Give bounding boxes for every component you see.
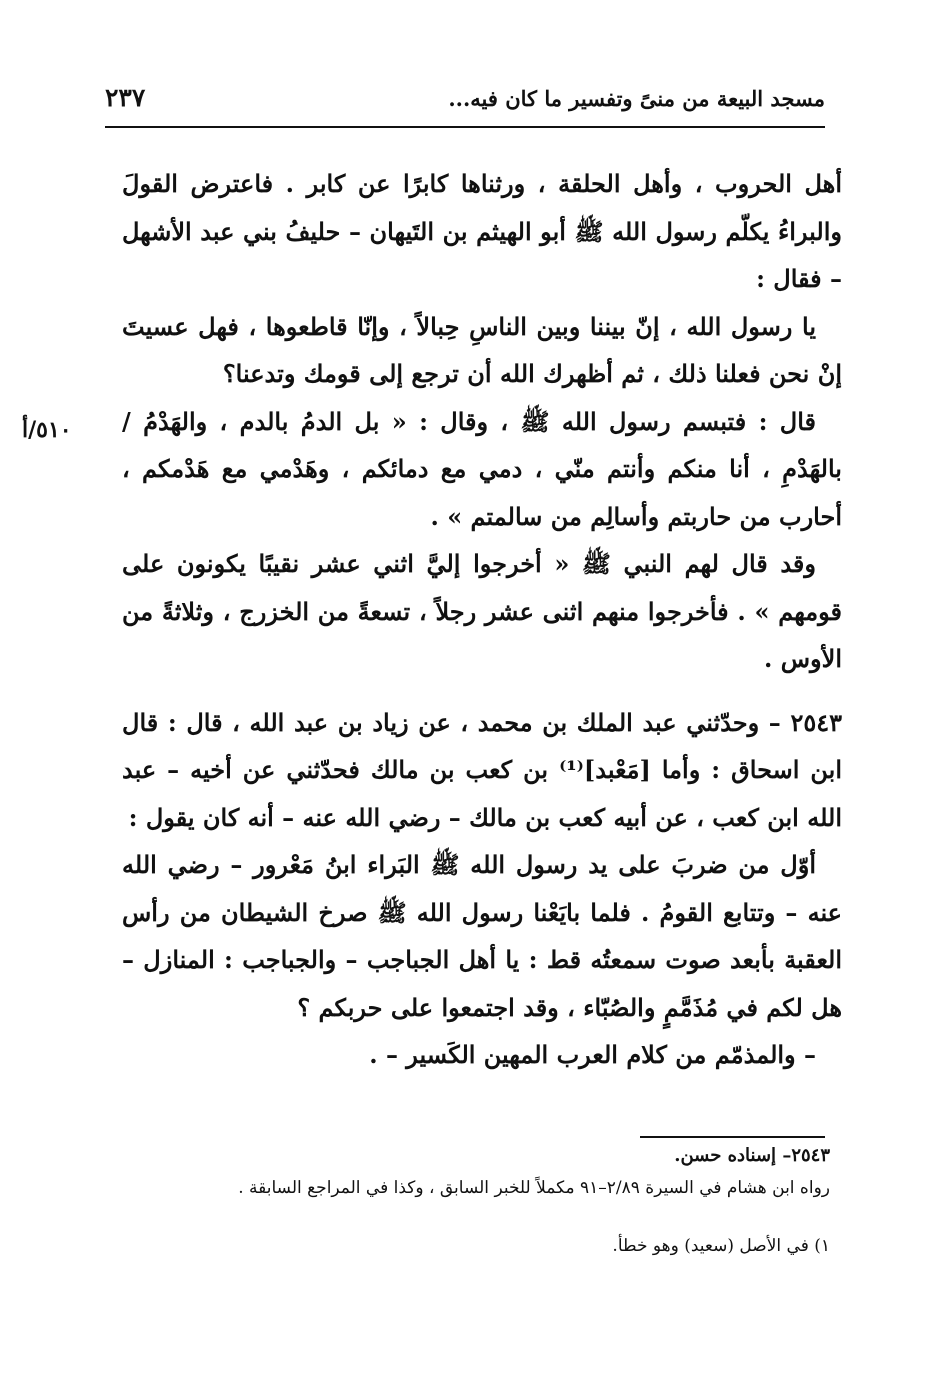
footnote-1: ١) في الأصل (سعيد) وهو خطأ. [612,1236,830,1256]
page-number: ٢٣٧ [105,83,146,112]
hadith-paragraph: ٢٥٤٣ – وحدّثني عبد الملك بن محمد ، عن زياد بن عبد الله ، قال : قال ابن اسحاق : وأما [مَعْبد]⁽¹⁾ بن كعب بن مالك فحدّثني عن أخيه – عبد الله ابن كعب ، عن أبيه كعب بن مالك – رضي الله عنه – أنه كان يقول : [122,707,842,832]
paragraph: أوّل من ضربَ على يد رسول الله ﷺ البَراء ابنُ مَعْرور – رضي الله عنه – وتتابع القومُ . فلما بايَعْنا رسول الله ﷺ صرخ الشيطان من رأس العقبة بأبعد صوت سمعتُه قط : يا أهل الجباجب – والجباجب : المنازل – هل لكم في مُذَمَّمٍ والصُبّاء ، وقد اجتمعوا على حربكم ؟ [122,850,842,1022]
page-header [105,83,825,120]
manuscript-folio-marker: ٥١٠/أ [22,417,72,443]
paragraph: قال : فتبسم رسول الله ﷺ ، وقال : « بل الدمُ بالدم ، والهَدْمُ / بالهَدْمِ ، أنا منكم وأنتم منّي ، دمي مع دمائكم ، وهَدْمي مع هَدْمكم ، أحارب من حاربتم وأسالِم من سالمتم » . [122,406,842,531]
header-divider [105,126,825,128]
paragraph: وقد قال لهم النبي ﷺ « أخرجوا إليَّ اثني عشر نقيبًا يكونون على قومهم » . فأخرجوا منهم اثنى عشر رجلاً ، تسعةً من الخزرج ، وثلاثةً من الأوس . [122,549,842,673]
takhrij-heading: ٢٥٤٣– إسناده حسن. [674,1145,830,1166]
running-title: مسجد البيعة من منىً وتفسير ما كان فيه... [448,86,825,111]
takhrij-text: رواه ابن هشام في السيرة ٢/٨٩–٩١ مكملاً للخبر السابق ، وكذا في المراجع السابقة . [238,1178,830,1198]
paragraph: يا رسول الله ، إنّ بيننا وبين الناسِ حِبالاً ، وإنّا قاطعوها ، فهل عسيتَ إنْ نحن فعلنا ذلك ، ثم أظهرك الله أن ترجع إلى قومك وتدعنا؟ [122,311,842,388]
footnotes [130,1140,830,1262]
footnote-divider [640,1136,825,1138]
paragraph: – والمذمّم من كلام العرب المهين الكَسير – . [369,1040,816,1069]
main-text [122,160,842,1079]
section-gap [122,683,842,699]
paragraph: أهل الحروب ، وأهل الحلقة ، ورثناها كابرًا عن كابر . فاعترض القولَ والبراءُ يكلّم رسول الله ﷺ أبو الهيثم بن التَيهان – حليفُ بني عبد الأشهل – فقال : [122,169,842,293]
